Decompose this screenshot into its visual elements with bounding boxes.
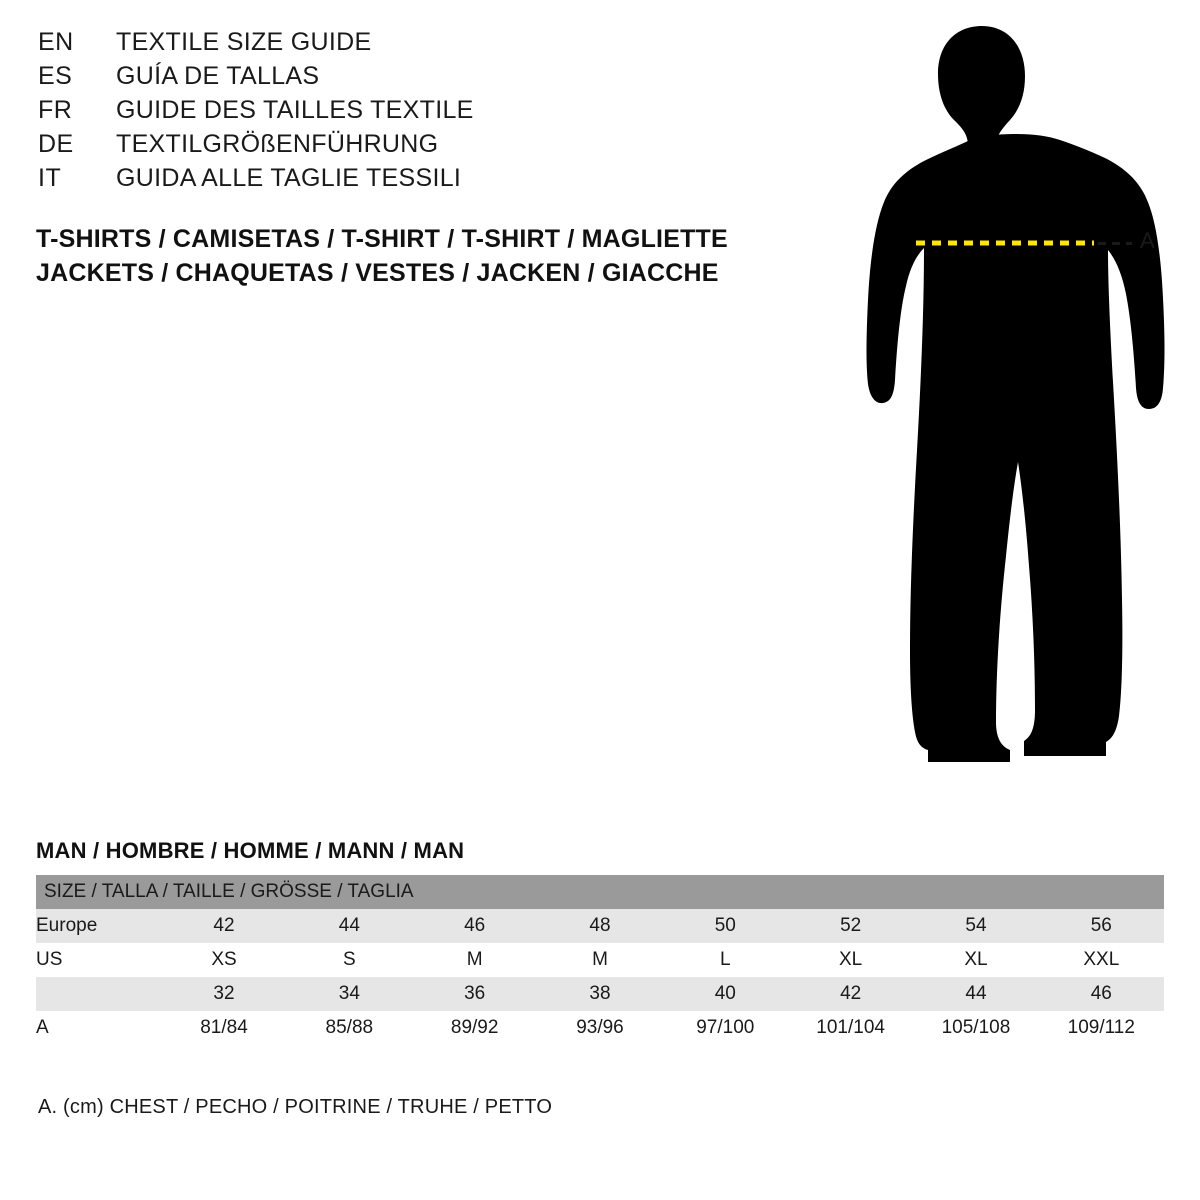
cell: 54 <box>913 909 1038 943</box>
table-row <box>36 909 1164 943</box>
language-code: EN <box>38 28 74 56</box>
row-label: A <box>36 1011 161 1045</box>
cell: 109/112 <box>1039 1011 1164 1045</box>
cell: 101/104 <box>788 1011 913 1045</box>
chest-measurement-footnote: A. (cm) CHEST / PECHO / POITRINE / TRUHE / PETTO <box>38 1096 553 1118</box>
cell: 46 <box>1039 977 1164 1011</box>
size-table-section <box>36 838 1164 1045</box>
cell: XS <box>161 943 286 977</box>
cell: 50 <box>663 909 788 943</box>
language-row-it <box>38 164 798 198</box>
language-code: DE <box>38 130 74 158</box>
table-row <box>36 943 1164 977</box>
cell: 38 <box>537 977 662 1011</box>
language-code: FR <box>38 96 73 124</box>
cell: 44 <box>287 909 412 943</box>
cell: L <box>663 943 788 977</box>
language-code: IT <box>38 164 62 192</box>
cell: 97/100 <box>663 1011 788 1045</box>
category-tshirts: T-SHIRTS / CAMISETAS / T-SHIRT / T-SHIRT / MAGLIETTE <box>36 225 728 253</box>
cell: 85/88 <box>287 1011 412 1045</box>
row-label: US <box>36 943 161 977</box>
table-row <box>36 1011 1164 1045</box>
male-silhouette-icon <box>820 10 1180 800</box>
language-row-de <box>38 130 798 164</box>
row-label: Europe <box>36 909 161 943</box>
body-silhouette-figure <box>820 10 1180 800</box>
cell: 93/96 <box>537 1011 662 1045</box>
language-code: ES <box>38 62 73 90</box>
cell: XXL <box>1039 943 1164 977</box>
cell: 81/84 <box>161 1011 286 1045</box>
cell: 42 <box>161 909 286 943</box>
language-title: TEXTILGRÖßENFÜHRUNG <box>116 130 439 158</box>
cell: 46 <box>412 909 537 943</box>
language-title: TEXTILE SIZE GUIDE <box>116 28 372 56</box>
table-section-title: MAN / HOMBRE / HOMME / MANN / MAN <box>36 838 465 863</box>
measure-leader-line <box>1098 242 1132 245</box>
cell: M <box>412 943 537 977</box>
cell: 48 <box>537 909 662 943</box>
language-row-en <box>38 28 798 62</box>
size-table <box>36 875 1164 1045</box>
table-header-label: SIZE / TALLA / TAILLE / GRÖSSE / TAGLIA <box>36 875 1164 909</box>
cell: 42 <box>788 977 913 1011</box>
language-list <box>38 28 798 198</box>
row-label <box>36 977 161 1011</box>
cell: 34 <box>287 977 412 1011</box>
cell: 56 <box>1039 909 1164 943</box>
cell: 44 <box>913 977 1038 1011</box>
cell: XL <box>913 943 1038 977</box>
language-title: GUIDE DES TAILLES TEXTILE <box>116 96 474 124</box>
cell: 36 <box>412 977 537 1011</box>
cell: M <box>537 943 662 977</box>
language-row-es <box>38 62 798 96</box>
cell: XL <box>788 943 913 977</box>
cell: 89/92 <box>412 1011 537 1045</box>
cell: 32 <box>161 977 286 1011</box>
garment-categories <box>36 222 856 290</box>
language-row-fr <box>38 96 798 130</box>
cell: 52 <box>788 909 913 943</box>
cell: 105/108 <box>913 1011 1038 1045</box>
language-title: GUÍA DE TALLAS <box>116 62 320 90</box>
measure-label-a: A <box>1140 228 1156 253</box>
cell: S <box>287 943 412 977</box>
table-header-row <box>36 875 1164 909</box>
cell: 40 <box>663 977 788 1011</box>
category-jackets: JACKETS / CHAQUETAS / VESTES / JACKEN / GIACCHE <box>36 259 719 287</box>
language-title: GUIDA ALLE TAGLIE TESSILI <box>116 164 462 192</box>
table-row <box>36 977 1164 1011</box>
